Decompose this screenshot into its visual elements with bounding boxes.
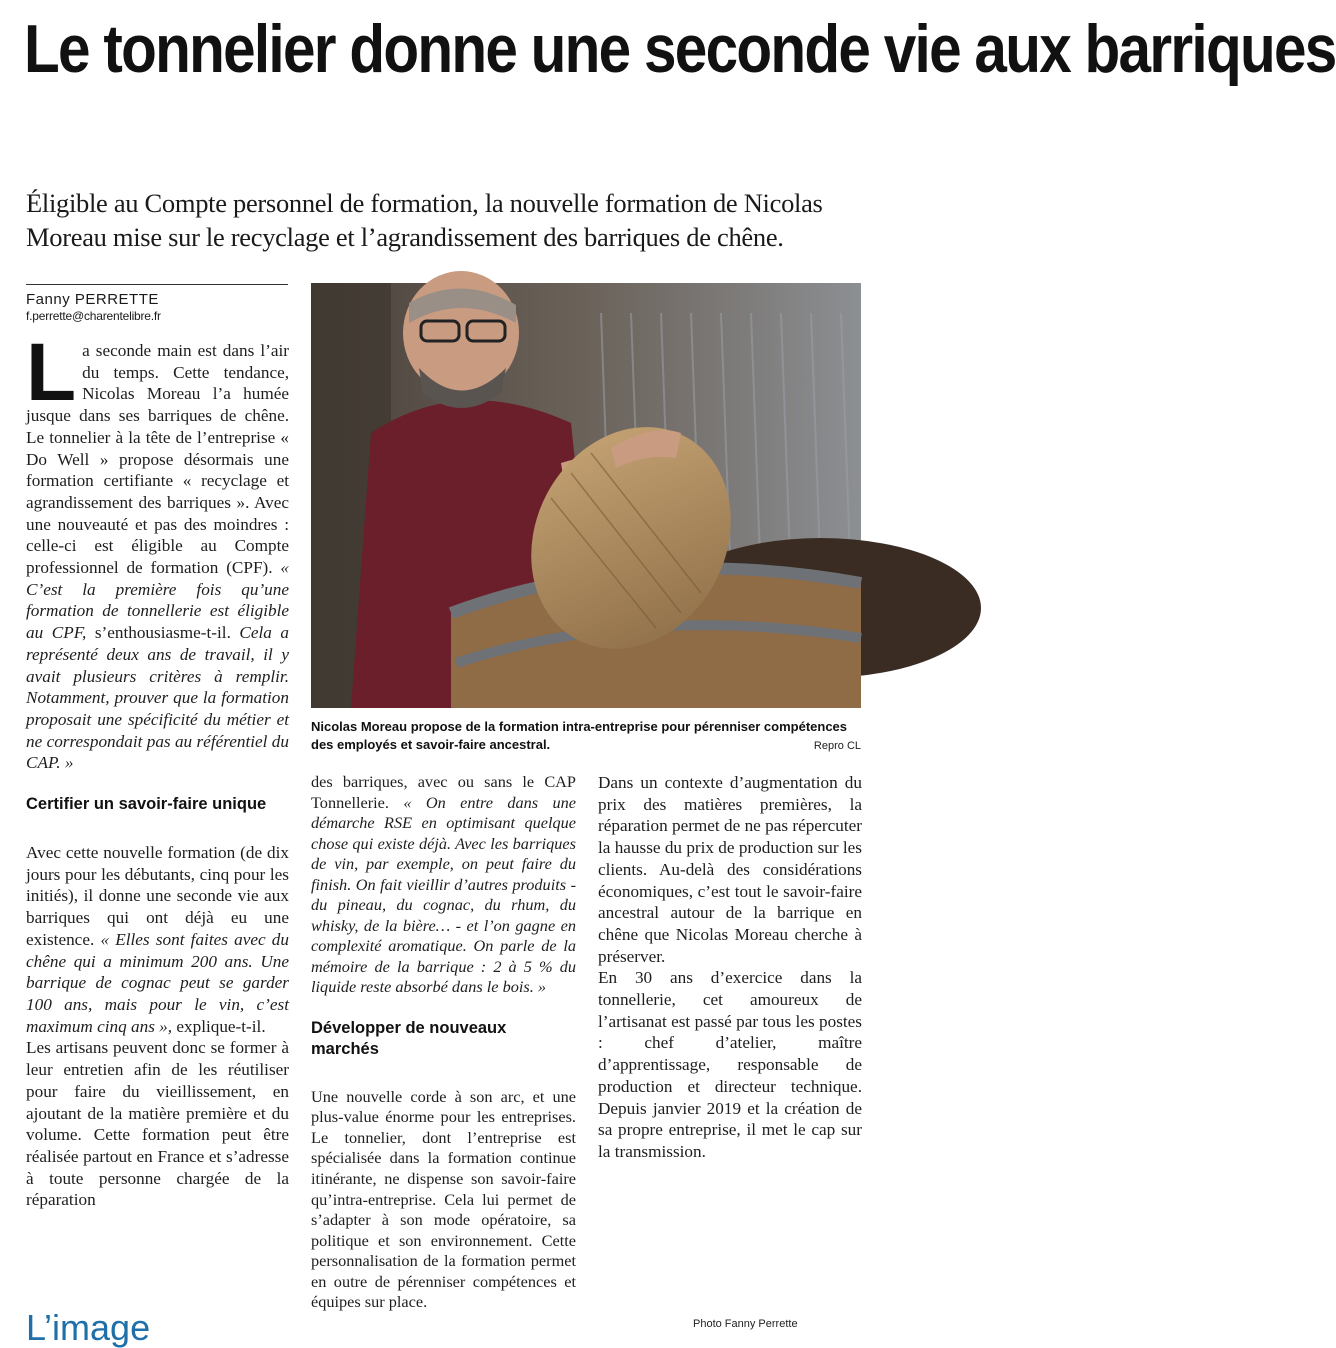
intro-quote-continued: Cela a représenté deux ans de travail, il y avait plusieurs critères à remplir. Notamment, prouver que la formation proposait une spécificité du métier et ne correspondait pas au référentiel du CAP. » <box>26 623 290 773</box>
photo-caption: Nicolas Moreau propose de la formation intra-entreprise pour pérenniser compétences des employés et savoir-faire ancestral. <box>311 719 848 752</box>
drop-cap: L <box>26 327 77 418</box>
intro-attribution: s’enthousiasme-t-il. <box>94 623 231 643</box>
section1-text: Avec cette nouvelle formation (de dix jours pour les débutants, cinq pour les initiés), il donne une seconde vie aux barriques qui ont déjà eu une existence. <box>26 843 289 949</box>
next-section-teaser: L’image <box>26 1307 151 1348</box>
section2-paragraph-1: Une nouvelle corde à son arc, et une plus-value énorme pour les entreprises. Le tonnelier, dont l’entreprise est spécialisée dans la formation continue itinérante, ne dispense son savoir-faire qu’intra-entreprise. Cela lui permet de s’adapter à son mode opératoire, sa politique et son environnement. Cette personnalisation de la formation permet en outre de pérenniser compétences et équipes sur place. <box>311 1086 576 1312</box>
section1-quote: « Elles sont faites avec du chêne qui a minimum 200 ans. Une barrique de cognac peut se garder 100 ans, mais pour le vin, c’est maximum cinq ans », <box>26 929 289 1036</box>
article-photo <box>311 283 861 708</box>
byline <box>26 284 288 323</box>
column2-text: des barriques, avec ou sans le CAP Tonnellerie. <box>311 772 576 812</box>
article-standfirst: Éligible au Compte personnel de formation, la nouvelle formation de Nicolas Moreau mise sur le recyclage et l’agrandissement des barriques de chêne. <box>26 188 823 252</box>
cooper-photo-illustration <box>311 283 861 708</box>
article-headline: Le tonnelier donne une seconde vie aux barriques <box>24 11 1336 87</box>
column2-paragraph <box>311 772 576 998</box>
intro-text: a seconde main est dans l’air du temps. Cette tendance, Nicolas Moreau l’a humée jusque dans ses barriques de chêne. Le tonnelier à la tête de l’entreprise « Do Well » propose désormais une formation certifiante « recyclage et agrandissement des barriques ». Avec une nouveauté et pas des moindres : celle-ci est éligible au Compte professionnel de formation (CPF). <box>26 341 289 578</box>
subheading-developper: Développer de nouveaux marchés <box>311 1018 507 1058</box>
author-email[interactable]: f.perrette@charentelibre.fr <box>26 309 161 323</box>
article-column-1 <box>26 327 290 1211</box>
section2-paragraph-2: Dans un contexte d’augmentation du prix des matières premières, la réparation permet de ne pas répercuter la hausse du prix de production sur les clients. Au-delà des considérations économiques, c’est tout le savoir-faire ancestral autour de la barrique en chêne que Nicolas Moreau cherche à préserver. <box>598 773 862 966</box>
section1-attribution: explique-t-il. <box>176 1016 266 1036</box>
intro-paragraph <box>26 327 290 774</box>
section1-paragraph-2: Les artisans peuvent donc se former à leur entretien afin de les réutiliser pour faire du vieillissement, en ajoutant de la matière première et du volume. Cette formation peut être réalisée partout en France et s’adresse à toute personne chargée de la réparation <box>26 1038 289 1210</box>
column2-quote: « On entre dans une démarche RSE en optimisant quelque chose qui existe déjà. Avec les barriques de vin, par exemple, on peut faire du finish. On fait vieillir d’autres produits - du pineau, du cognac, du rhum, du whisky, de la bière… - et l’on gagne en complexité aromatique. On parle de la mémoire de la barrique : 2 à 5 % du liquide reste absorbé dans le bois. » <box>311 792 576 997</box>
intro-quote: « C’est la première fois qu’une formation de tonnellerie est éligible au CPF, <box>26 558 289 643</box>
subheading-certifier: Certifier un savoir-faire unique <box>26 795 267 814</box>
photo-repro-credit: Repro CL <box>813 740 861 752</box>
section2-paragraph-3: En 30 ans d’exercice dans la tonnellerie, cet amoureux de l’artisanat est passé par tous les postes : chef d’atelier, maître d’apprentissage, responsable de production et directeur technique. Depuis janvier 2019 et la création de sa propre entreprise, il met le cap sur la transmission. <box>598 968 862 1161</box>
article-column-2 <box>311 772 576 1313</box>
author-name: Fanny PERRETTE <box>26 291 159 308</box>
section1-paragraph-1 <box>26 842 289 1037</box>
photo-author-credit: Photo Fanny Perrette <box>693 1318 798 1330</box>
article-column-3 <box>598 772 862 1163</box>
